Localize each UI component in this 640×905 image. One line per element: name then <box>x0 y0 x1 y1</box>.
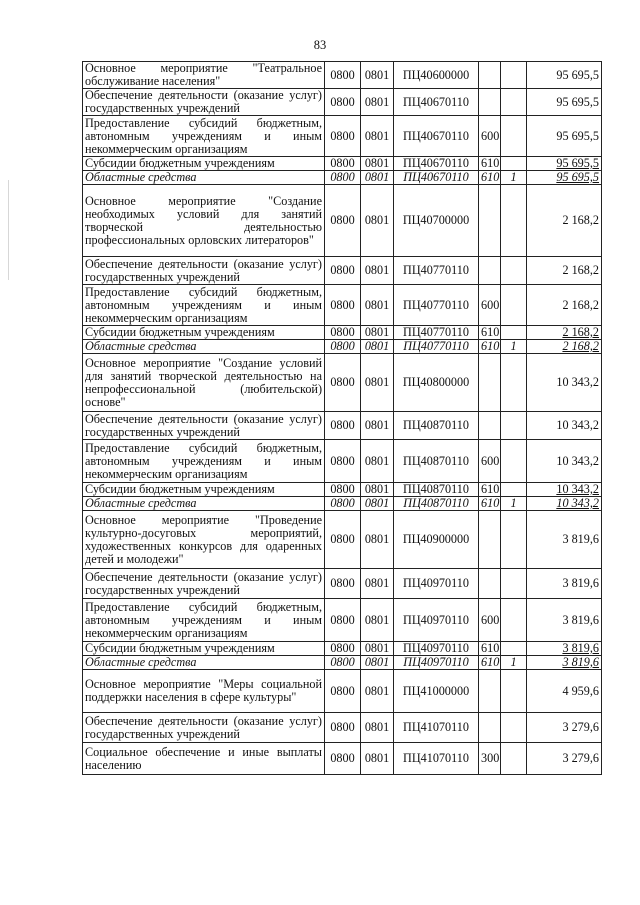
table-row <box>83 656 602 670</box>
funding-source-code <box>501 412 527 440</box>
subsection-code: 0801 <box>361 642 394 656</box>
funding-source-code <box>501 257 527 285</box>
funding-source-code: 1 <box>501 497 527 511</box>
target-article-code: ПЦ40970110 <box>394 642 479 656</box>
subsection-code: 0801 <box>361 157 394 171</box>
expense-type-code <box>479 569 501 599</box>
amount: 2 168,2 <box>527 257 602 285</box>
table-row <box>83 642 602 656</box>
subsection-code: 0801 <box>361 743 394 775</box>
section-code: 0800 <box>325 89 361 116</box>
table-row <box>83 743 602 775</box>
table-row <box>83 440 602 483</box>
expense-type-code: 600 <box>479 285 501 326</box>
expense-type-code <box>479 713 501 743</box>
funding-source-code <box>501 116 527 157</box>
subsection-code: 0801 <box>361 483 394 497</box>
target-article-code: ПЦ40870110 <box>394 440 479 483</box>
funding-source-code <box>501 743 527 775</box>
target-article-code: ПЦ41070110 <box>394 743 479 775</box>
funding-source-code <box>501 569 527 599</box>
section-code: 0800 <box>325 511 361 569</box>
target-article-code: ПЦ40800000 <box>394 354 479 412</box>
subsection-code: 0801 <box>361 511 394 569</box>
amount: 3 819,6 <box>527 569 602 599</box>
table-row <box>83 670 602 713</box>
funding-source-code <box>501 185 527 257</box>
subsection-code: 0801 <box>361 116 394 157</box>
row-name: Субсидии бюджетным учреждениям <box>83 326 325 340</box>
section-code: 0800 <box>325 285 361 326</box>
amount: 95 695,5 <box>527 171 602 185</box>
funding-source-code <box>501 642 527 656</box>
table-row <box>83 157 602 171</box>
target-article-code: ПЦ40670110 <box>394 171 479 185</box>
row-name: Основное мероприятие "Проведение культурно-досуговых мероприятий, художественных конкурсов для одаренных детей и молодежи" <box>83 511 325 569</box>
expense-type-code: 600 <box>479 440 501 483</box>
subsection-code: 0801 <box>361 599 394 642</box>
amount: 95 695,5 <box>527 62 602 89</box>
table-row <box>83 511 602 569</box>
row-name: Обеспечение деятельности (оказание услуг) государственных учреждений <box>83 89 325 116</box>
section-code: 0800 <box>325 185 361 257</box>
funding-source-code <box>501 157 527 171</box>
subsection-code: 0801 <box>361 340 394 354</box>
table-row <box>83 62 602 89</box>
funding-source-code <box>501 599 527 642</box>
amount: 10 343,2 <box>527 497 602 511</box>
amount: 2 168,2 <box>527 285 602 326</box>
amount: 3 819,6 <box>527 599 602 642</box>
target-article-code: ПЦ40770110 <box>394 326 479 340</box>
funding-source-code: 1 <box>501 171 527 185</box>
table-row <box>83 569 602 599</box>
expense-type-code <box>479 412 501 440</box>
subsection-code: 0801 <box>361 440 394 483</box>
amount: 95 695,5 <box>527 157 602 171</box>
target-article-code: ПЦ40670110 <box>394 116 479 157</box>
table-row <box>83 354 602 412</box>
target-article-code: ПЦ40700000 <box>394 185 479 257</box>
page-number: 83 <box>313 38 327 52</box>
funding-source-code <box>501 511 527 569</box>
expense-type-code <box>479 354 501 412</box>
target-article-code: ПЦ40600000 <box>394 62 479 89</box>
target-article-code: ПЦ40870110 <box>394 483 479 497</box>
table-row <box>83 713 602 743</box>
section-code: 0800 <box>325 656 361 670</box>
table-row <box>83 326 602 340</box>
funding-source-code <box>501 440 527 483</box>
target-article-code: ПЦ40970110 <box>394 599 479 642</box>
section-code: 0800 <box>325 569 361 599</box>
subsection-code: 0801 <box>361 171 394 185</box>
table-row <box>83 483 602 497</box>
expense-type-code: 610 <box>479 157 501 171</box>
row-name: Предоставление субсидий бюджетным, автономным учреждениям и иным некоммерческим организациям <box>83 116 325 157</box>
row-name: Предоставление субсидий бюджетным, автономным учреждениям и иным некоммерческим организациям <box>83 440 325 483</box>
amount: 3 819,6 <box>527 642 602 656</box>
funding-source-code <box>501 62 527 89</box>
section-code: 0800 <box>325 670 361 713</box>
section-code: 0800 <box>325 326 361 340</box>
amount: 10 343,2 <box>527 354 602 412</box>
expense-type-code: 610 <box>479 642 501 656</box>
row-name: Областные средства <box>83 171 325 185</box>
funding-source-code <box>501 483 527 497</box>
target-article-code: ПЦ40770110 <box>394 285 479 326</box>
target-article-code: ПЦ40670110 <box>394 157 479 171</box>
funding-source-code: 1 <box>501 340 527 354</box>
target-article-code: ПЦ40870110 <box>394 412 479 440</box>
subsection-code: 0801 <box>361 569 394 599</box>
amount: 10 343,2 <box>527 483 602 497</box>
subsection-code: 0801 <box>361 285 394 326</box>
row-name: Основное мероприятие "Создание условий для занятий творческой деятельностью на непрофессиональной (любительской) основе" <box>83 354 325 412</box>
row-name: Областные средства <box>83 340 325 354</box>
expense-type-code <box>479 511 501 569</box>
section-code: 0800 <box>325 713 361 743</box>
subsection-code: 0801 <box>361 497 394 511</box>
amount: 2 168,2 <box>527 185 602 257</box>
funding-source-code <box>501 285 527 326</box>
table-row <box>83 599 602 642</box>
table-row <box>83 412 602 440</box>
amount: 3 279,6 <box>527 713 602 743</box>
target-article-code: ПЦ40900000 <box>394 511 479 569</box>
section-code: 0800 <box>325 340 361 354</box>
table-row <box>83 89 602 116</box>
amount: 3 819,6 <box>527 656 602 670</box>
row-name: Областные средства <box>83 497 325 511</box>
expense-type-code: 610 <box>479 483 501 497</box>
table-row <box>83 257 602 285</box>
expense-type-code: 610 <box>479 497 501 511</box>
amount: 4 959,6 <box>527 670 602 713</box>
row-name: Предоставление субсидий бюджетным, автономным учреждениям и иным некоммерческим организациям <box>83 285 325 326</box>
row-name: Областные средства <box>83 656 325 670</box>
section-code: 0800 <box>325 497 361 511</box>
expense-type-code: 600 <box>479 116 501 157</box>
amount: 3 279,6 <box>527 743 602 775</box>
funding-source-code <box>501 670 527 713</box>
section-code: 0800 <box>325 743 361 775</box>
section-code: 0800 <box>325 157 361 171</box>
table-row <box>83 116 602 157</box>
subsection-code: 0801 <box>361 185 394 257</box>
table-row <box>83 285 602 326</box>
section-code: 0800 <box>325 599 361 642</box>
table-row <box>83 185 602 257</box>
expense-type-code: 610 <box>479 340 501 354</box>
subsection-code: 0801 <box>361 656 394 670</box>
section-code: 0800 <box>325 642 361 656</box>
section-code: 0800 <box>325 171 361 185</box>
subsection-code: 0801 <box>361 412 394 440</box>
target-article-code: ПЦ40770110 <box>394 340 479 354</box>
expense-type-code: 600 <box>479 599 501 642</box>
section-code: 0800 <box>325 62 361 89</box>
target-article-code: ПЦ40970110 <box>394 569 479 599</box>
subsection-code: 0801 <box>361 326 394 340</box>
amount: 95 695,5 <box>527 89 602 116</box>
subsection-code: 0801 <box>361 257 394 285</box>
scan-margin-mark <box>8 180 9 280</box>
expense-type-code: 610 <box>479 171 501 185</box>
expense-type-code: 610 <box>479 656 501 670</box>
section-code: 0800 <box>325 483 361 497</box>
amount: 2 168,2 <box>527 340 602 354</box>
funding-source-code <box>501 326 527 340</box>
target-article-code: ПЦ40770110 <box>394 257 479 285</box>
row-name: Обеспечение деятельности (оказание услуг) государственных учреждений <box>83 412 325 440</box>
table-row <box>83 497 602 511</box>
row-name: Обеспечение деятельности (оказание услуг) государственных учреждений <box>83 713 325 743</box>
row-name: Предоставление субсидий бюджетным, автономным учреждениям и иным некоммерческим организациям <box>83 599 325 642</box>
budget-table-body <box>83 62 602 775</box>
expense-type-code: 610 <box>479 326 501 340</box>
amount: 10 343,2 <box>527 440 602 483</box>
budget-table <box>82 61 602 775</box>
target-article-code: ПЦ41070110 <box>394 713 479 743</box>
target-article-code: ПЦ40670110 <box>394 89 479 116</box>
amount: 10 343,2 <box>527 412 602 440</box>
funding-source-code <box>501 713 527 743</box>
target-article-code: ПЦ40870110 <box>394 497 479 511</box>
table-row <box>83 340 602 354</box>
section-code: 0800 <box>325 412 361 440</box>
row-name: Социальное обеспечение и иные выплаты населению <box>83 743 325 775</box>
section-code: 0800 <box>325 440 361 483</box>
expense-type-code <box>479 670 501 713</box>
section-code: 0800 <box>325 116 361 157</box>
expense-type-code: 300 <box>479 743 501 775</box>
expense-type-code <box>479 62 501 89</box>
funding-source-code <box>501 89 527 116</box>
row-name: Основное мероприятие "Меры социальной поддержки населения в сфере культуры" <box>83 670 325 713</box>
row-name: Субсидии бюджетным учреждениям <box>83 642 325 656</box>
expense-type-code <box>479 257 501 285</box>
subsection-code: 0801 <box>361 354 394 412</box>
subsection-code: 0801 <box>361 670 394 713</box>
target-article-code: ПЦ41000000 <box>394 670 479 713</box>
funding-source-code: 1 <box>501 656 527 670</box>
amount: 2 168,2 <box>527 326 602 340</box>
subsection-code: 0801 <box>361 713 394 743</box>
funding-source-code <box>501 354 527 412</box>
expense-type-code <box>479 89 501 116</box>
subsection-code: 0801 <box>361 89 394 116</box>
row-name: Основное мероприятие "Создание необходимых условий для занятий творческой деятельностью профессиональных орловских литераторов" <box>83 185 325 257</box>
row-name: Обеспечение деятельности (оказание услуг) государственных учреждений <box>83 569 325 599</box>
row-name: Основное мероприятие "Театральное обслуживание населения" <box>83 62 325 89</box>
target-article-code: ПЦ40970110 <box>394 656 479 670</box>
table-row <box>83 171 602 185</box>
row-name: Обеспечение деятельности (оказание услуг) государственных учреждений <box>83 257 325 285</box>
amount: 3 819,6 <box>527 511 602 569</box>
row-name: Субсидии бюджетным учреждениям <box>83 483 325 497</box>
amount: 95 695,5 <box>527 116 602 157</box>
section-code: 0800 <box>325 354 361 412</box>
expense-type-code <box>479 185 501 257</box>
section-code: 0800 <box>325 257 361 285</box>
row-name: Субсидии бюджетным учреждениям <box>83 157 325 171</box>
subsection-code: 0801 <box>361 62 394 89</box>
